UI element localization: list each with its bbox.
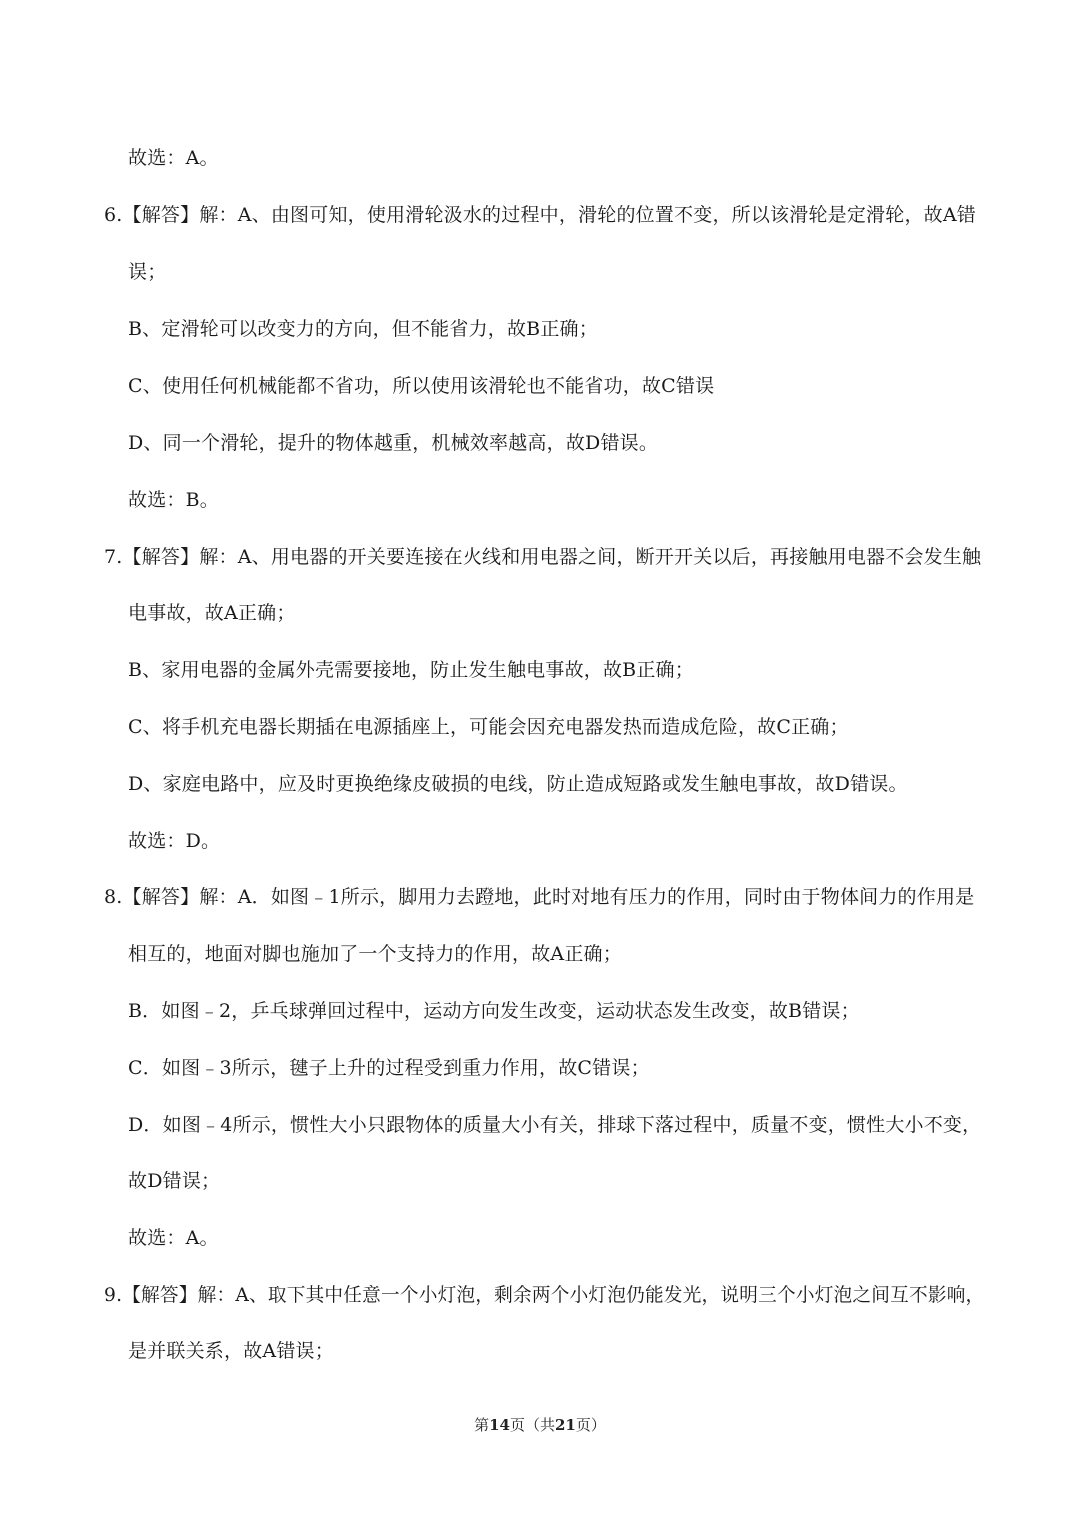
text-line: 故D错误； bbox=[128, 1170, 221, 1192]
text-line: 误； bbox=[128, 261, 167, 283]
text-line: 是并联关系，故A错误； bbox=[128, 1340, 334, 1362]
text-line: 故选：D。 bbox=[128, 830, 221, 852]
footer-total-pages: 21 bbox=[555, 1416, 576, 1434]
text-line: 相互的，地面对脚也施加了一个支持力的作用，故A正确； bbox=[128, 943, 622, 965]
footer-middle: 页（共 bbox=[509, 1416, 555, 1434]
text-line: B、家用电器的金属外壳需要接地，防止发生触电事故，故B正确； bbox=[128, 659, 694, 681]
footer-prefix: 第 bbox=[474, 1416, 490, 1434]
text-line: C、使用任何机械能都不省功，所以使用该滑轮也不能省功，故C错误 bbox=[128, 375, 715, 397]
text-line: B、定滑轮可以改变力的方向，但不能省力，故B正确； bbox=[128, 318, 598, 340]
text-line: 7.【解答】解：A、用电器的开关要连接在火线和用电器之间，断开开关以后，再接触用电器不会发生触 bbox=[104, 546, 982, 568]
text-line: 6.【解答】解：A、由图可知，使用滑轮汲水的过程中，滑轮的位置不变，所以该滑轮是定滑轮，故A错 bbox=[104, 204, 976, 226]
text-line: 故选：B。 bbox=[128, 489, 219, 511]
text-line: 8.【解答】解：A．如图﹣1所示，脚用力去蹬地，此时对地有压力的作用，同时由于物体间力的作用是 bbox=[104, 886, 975, 908]
footer-suffix: 页） bbox=[575, 1416, 606, 1434]
text-line: D、家庭电路中，应及时更换绝缘皮破损的电线，防止造成短路或发生触电事故，故D错误。 bbox=[128, 773, 908, 795]
page-footer bbox=[0, 1415, 1080, 1435]
text-line: 9.【解答】解：A、取下其中任意一个小灯泡，剩余两个小灯泡仍能发光，说明三个小灯泡之间互不影响， bbox=[104, 1284, 985, 1306]
text-line: 故选：A。 bbox=[128, 1227, 219, 1249]
text-line: B．如图﹣2，乒乓球弹回过程中，运动方向发生改变，运动状态发生改变，故B错误； bbox=[128, 1000, 860, 1022]
text-line: D、同一个滑轮，提升的物体越重，机械效率越高，故D错误。 bbox=[128, 432, 659, 454]
text-line: 故选：A。 bbox=[128, 147, 219, 169]
text-line: C、将手机充电器长期插在电源插座上，可能会因充电器发热而造成危险，故C正确； bbox=[128, 716, 849, 738]
text-line: 电事故，故A正确； bbox=[128, 602, 296, 624]
footer-page-number: 14 bbox=[489, 1416, 510, 1434]
text-line: D．如图﹣4所示，惯性大小只跟物体的质量大小有关，排球下落过程中，质量不变，惯性大小不变， bbox=[128, 1114, 982, 1136]
text-line: C．如图﹣3所示，毽子上升的过程受到重力作用，故C错误； bbox=[128, 1057, 650, 1079]
